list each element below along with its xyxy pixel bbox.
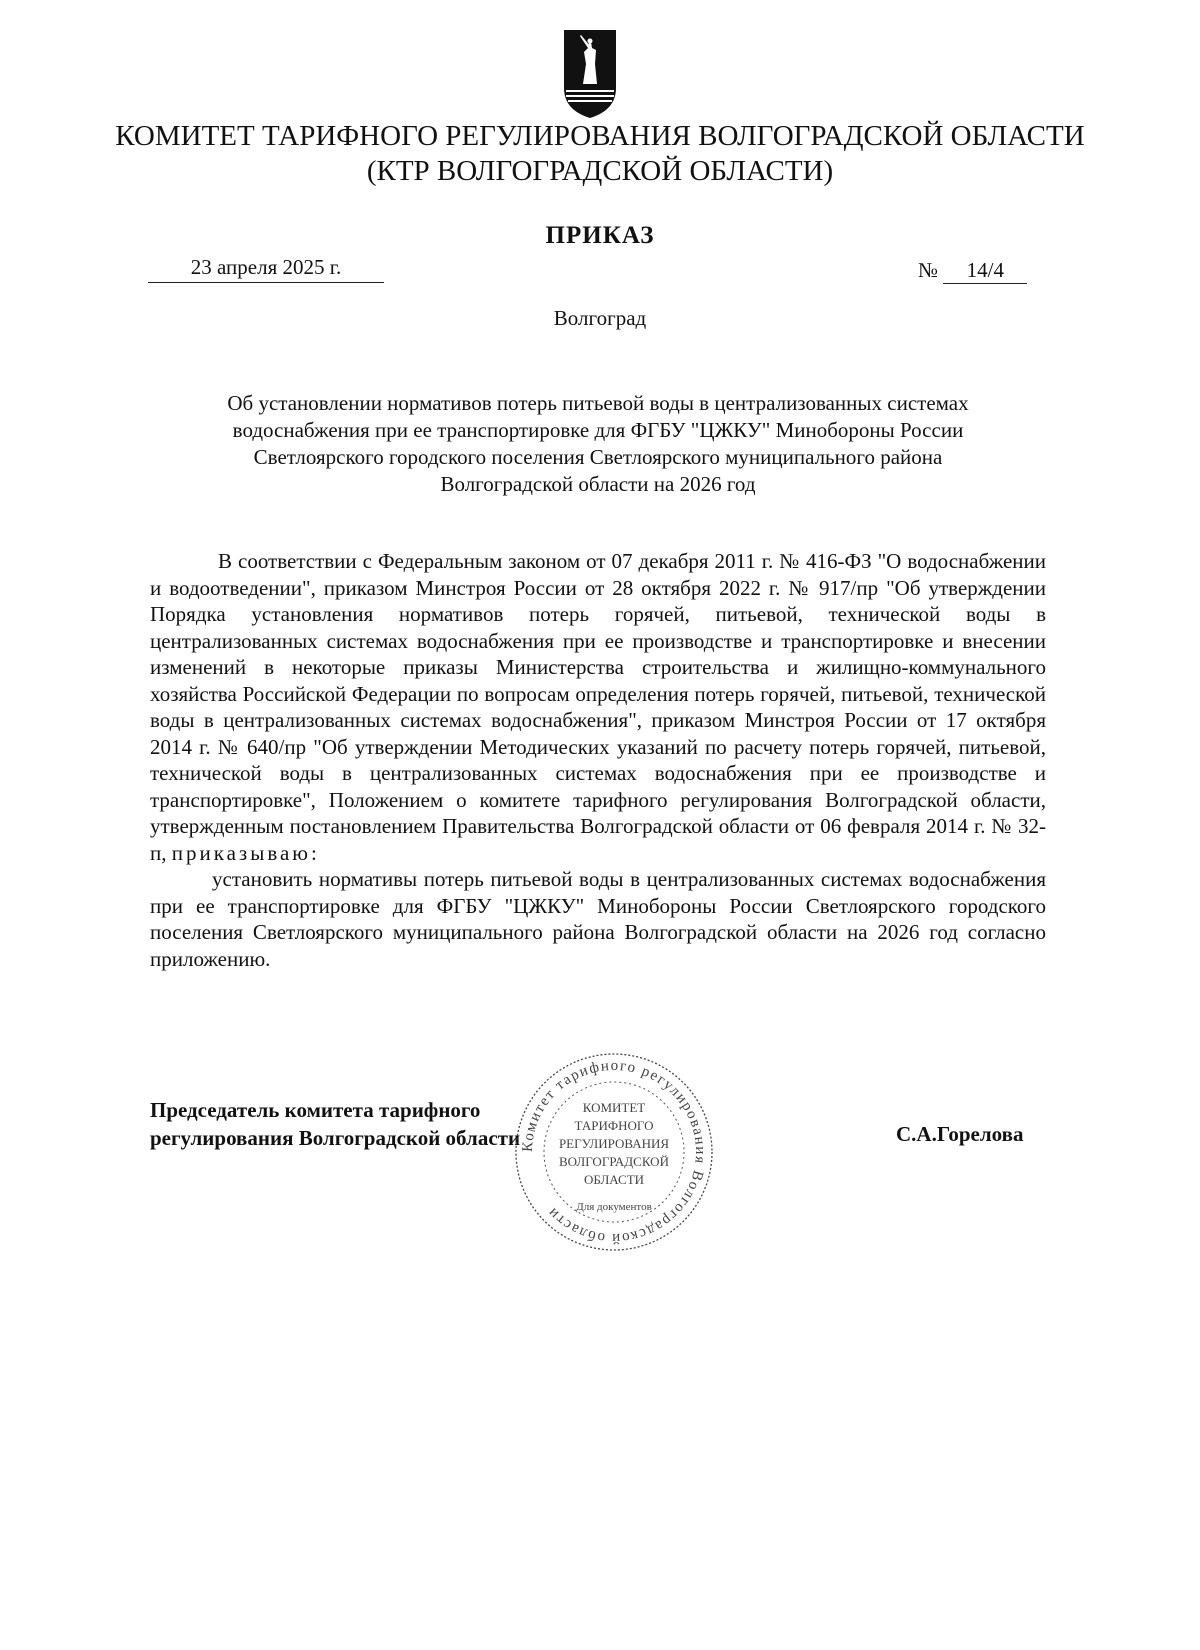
order-word: приказываю: <box>171 840 320 865</box>
stamp-center-line: ВОЛГОГРАДСКОЙ <box>559 1154 669 1169</box>
signatory-title-line: регулирования Волгоградской области <box>150 1126 521 1150</box>
order-heading-line: Волгоградской области на 2026 год <box>440 472 756 496</box>
organization-name: КОМИТЕТ ТАРИФНОГО РЕГУЛИРОВАНИЯ ВОЛГОГРАДСКОЙ ОБЛАСТИ <box>115 120 1085 152</box>
svg-text:Комитет тарифного регулировани <box>520 1058 708 1246</box>
volgograd-emblem-icon <box>562 28 618 120</box>
preamble-paragraph <box>150 548 1046 866</box>
emblem <box>562 28 618 120</box>
stamp-bottom-text: Для документов <box>576 1201 652 1213</box>
order-city: Волгоград <box>553 306 647 330</box>
stamp-center-line: ТАРИФНОГО <box>574 1118 654 1133</box>
order-heading <box>150 390 1046 498</box>
order-number-label: № <box>918 258 939 282</box>
order-number-block <box>918 258 1027 284</box>
stamp-center-line: КОМИТЕТ <box>582 1100 646 1115</box>
order-date: 23 апреля 2025 г. <box>148 255 384 283</box>
signatory-title <box>150 1096 520 1152</box>
stamp-center-line: РЕГУЛИРОВАНИЯ <box>558 1136 670 1151</box>
preamble-text: В соответствии с Федеральным законом от 07 декабря 2011 г. № 416-ФЗ "О водоснабжении и водоотведении", приказом Минстроя России от 28 октября 2022 г. № 917/пр "Об утверждении Порядка установления нормативов потерь горячей, питьевой, технической воды в централизованных системах водоснабжения при ее производстве и транспортировке и внесении изменений в некоторые приказы Министерства строительства и жилищно-коммунального хозяйства Российской Федерации по вопросам определения потерь горячей, питьевой, технической воды в централизованных системах водоснабжения", приказом Минстроя России от 17 октября 2014 г. № 640/пр "Об утверждении Методических указаний по расчету потерь горячей, питьевой, технической воды в централизованных системах водоснабжения при ее производстве и транспортировке", Положением о комитете тарифного регулирования Волгоградской области, утвержденным постановлением Правительства Волгоградской области от 06 февраля 2014 г. № 32-п, <box>150 549 1046 865</box>
resolution-paragraph: установить нормативы потерь питьевой воды в централизованных системах водоснабжения при ее транспортировке для ФГБУ "ЦЖКУ" Минобороны России Светлоярского городского поселения Светлоярского муниципального района Волгоградской области на 2026 год согласно приложению. <box>150 867 1046 971</box>
signatory-title-line: Председатель комитета тарифного <box>150 1098 481 1122</box>
stamp-center-line: ОБЛАСТИ <box>583 1172 645 1187</box>
order-heading-line: Об установлении нормативов потерь питьевой воды в централизованных системах <box>227 391 969 415</box>
order-heading-line: Светлоярского городского поселения Светлоярского муниципального района <box>253 445 943 469</box>
signatory-name: С.А.Горелова <box>896 1122 1024 1146</box>
document-title: ПРИКАЗ <box>545 222 655 249</box>
order-number: 14/4 <box>943 258 1027 284</box>
organization-abbreviation: (КТР ВОЛГОГРАДСКОЙ ОБЛАСТИ) <box>366 155 834 187</box>
stamp-ring-text: Комитет тарифного регулирования Волгоградской области <box>519 1057 709 1247</box>
order-heading-line: водоснабжения при ее транспортировке для ФГБУ "ЦЖКУ" Минобороны России <box>232 418 964 442</box>
order-body <box>150 548 1046 972</box>
official-stamp <box>512 1050 716 1254</box>
